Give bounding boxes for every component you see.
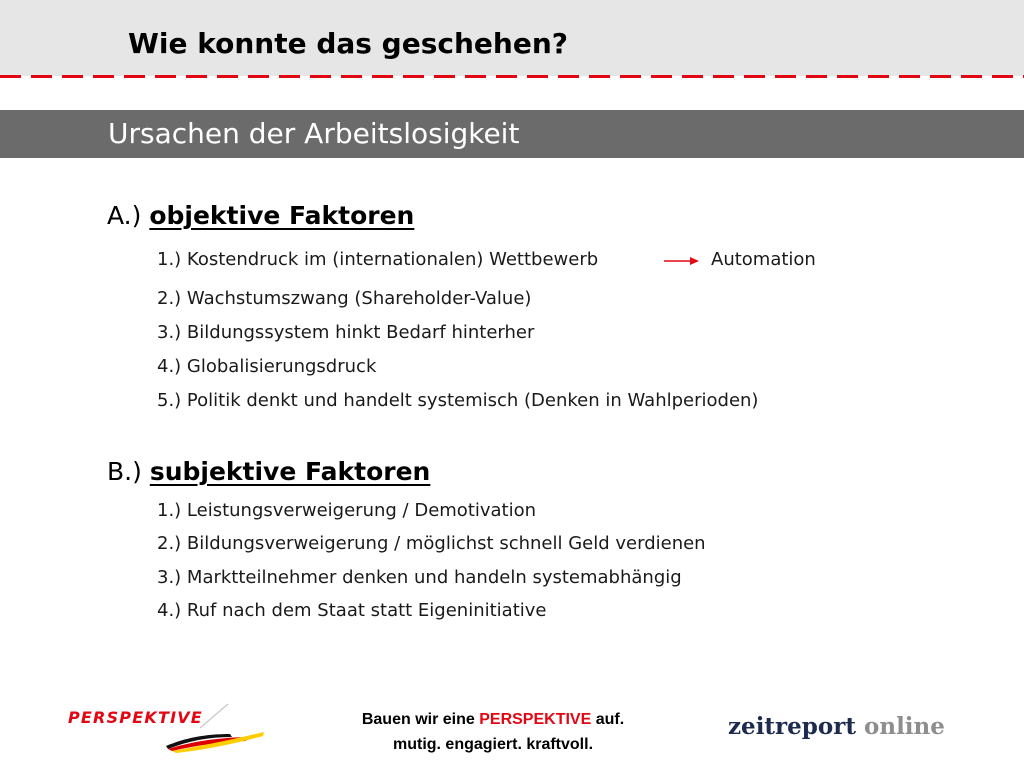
section-a-item: 1.) Kostendruck im (internationalen) Wettbewerb [157,249,599,270]
perspektive-logo [68,700,278,756]
arrow-result-label: Automation [711,249,816,270]
section-b-item: 4.) Ruf nach dem Staat statt Eigeninitiative [157,600,547,621]
swoosh-line [200,704,228,728]
right-arrow-icon [664,255,700,267]
section-a-item: 4.) Globalisierungsdruck [157,356,377,377]
section-a-item: 2.) Wachstumszwang (Shareholder-Value) [157,288,532,309]
section-a-heading [107,201,414,231]
section-b-item: 2.) Bildungsverweigerung / möglichst schnell Geld verdienen [157,533,706,554]
section-a-item: 5.) Politik denkt und handelt systemisch (Denken in Wahlperioden) [157,390,759,411]
slogan-highlight: PERSPEKTIVE [479,711,592,728]
red-dashed-divider [0,75,1024,78]
section-b-heading [107,457,430,487]
section-b-prefix: B.) [107,457,142,486]
slogan-line-2: mutig. engagiert. kraftvoll. [392,736,594,753]
subtitle-band [0,110,1024,158]
slide-subtitle: Ursachen der Arbeitslosigkeit [108,117,520,150]
section-b-title: subjektive Faktoren [149,457,431,486]
slogan-line-1 [300,707,686,732]
zeitreport-logo-main: zeitreport [728,713,856,740]
german-flag-swoosh-icon [160,700,270,755]
slide-title: Wie konnte das geschehen? [128,27,568,60]
slogan-text: Bauen wir eine [361,711,475,728]
footer-slogan [300,707,686,757]
section-a-item: 3.) Bildungssystem hinkt Bedarf hinterher [157,322,535,343]
section-b-item: 3.) Marktteilnehmer denken und handeln systemabhängig [157,567,682,588]
section-a-prefix: A.) [107,201,142,230]
slogan-text: auf. [595,711,625,728]
zeitreport-logo-suffix: online [864,713,945,740]
header-band [0,0,1024,76]
zeitreport-logo [728,713,945,741]
section-b-item: 1.) Leistungsverweigerung / Demotivation [157,500,537,521]
section-a-title: objektive Faktoren [149,201,415,230]
perspektive-logo-text: PERSPEKTIVE [68,708,203,727]
arrow-head [690,257,699,265]
